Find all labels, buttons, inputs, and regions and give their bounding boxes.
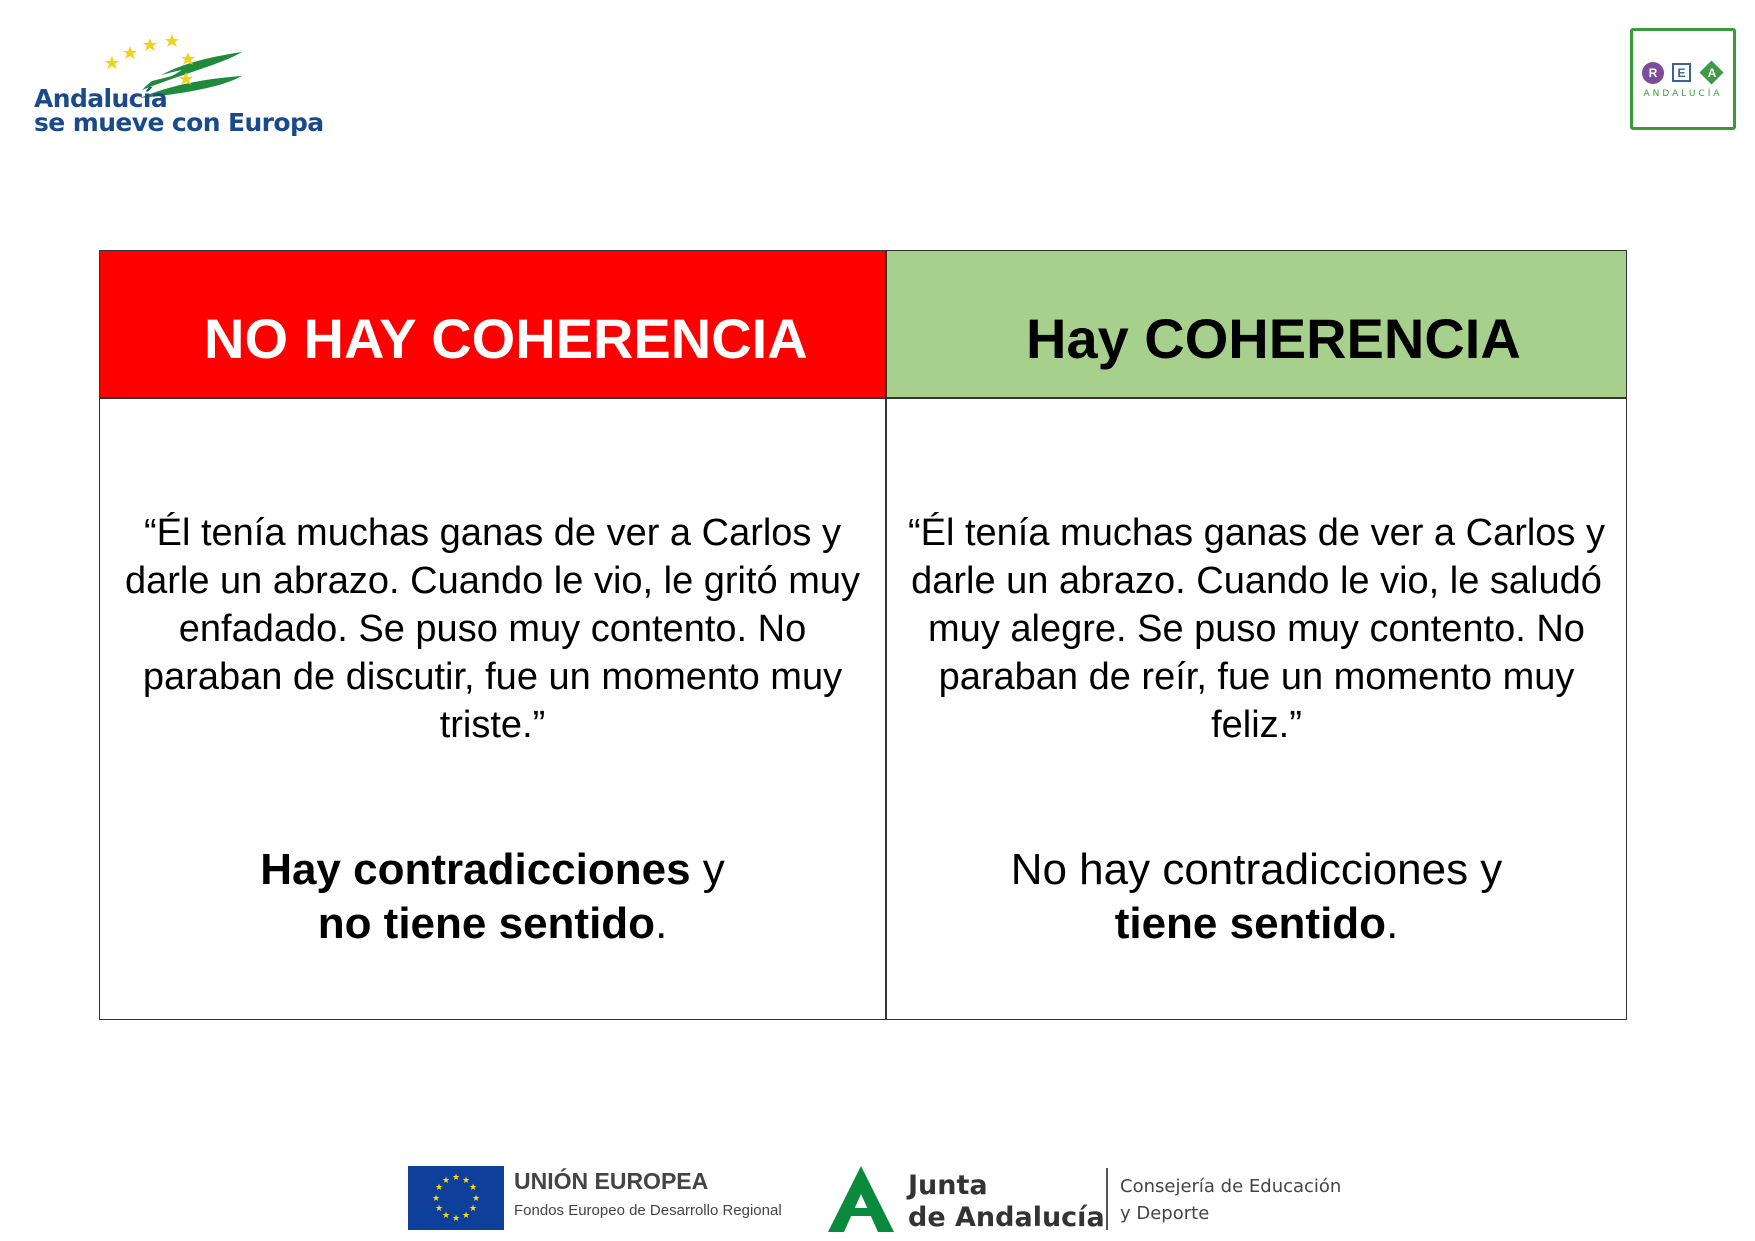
consejeria-line1: Consejería de Educación: [1120, 1176, 1342, 1197]
eu-title: UNIÓN EUROPEA: [514, 1168, 709, 1194]
andalucia-logo-line1: Andalucía: [34, 84, 168, 113]
andalucia-europa-logo: [32, 28, 324, 138]
conclusion-bold-contradictions: Hay contradicciones: [260, 845, 691, 894]
conclusion-period: .: [655, 899, 668, 948]
junta-andalucia-a-icon: [826, 1164, 896, 1234]
eu-flag-icon: [408, 1166, 504, 1230]
footer-separator: [1106, 1168, 1108, 1230]
conclusion-no-contradictions: No hay contradicciones y: [1010, 845, 1503, 894]
conclusion-no-coherence: [108, 843, 877, 951]
andalucia-logo-line2: se mueve con Europa: [34, 108, 324, 137]
conclusion-bold-has-sense: tiene sentido: [1114, 899, 1387, 948]
svg-text:★: ★: [468, 1182, 478, 1192]
conclusion-connector: y: [690, 845, 725, 894]
quote-coherence: “Él tenía muchas ganas de ver a Carlos y darle un abrazo. Cuando le vio, le saludó muy alegre. Se puso muy contento. No paraban de reír, fue un momento muy feliz.”: [907, 512, 1605, 746]
rea-letter-r: R: [1642, 62, 1664, 84]
svg-text:★: ★: [434, 1182, 444, 1192]
rea-letter-a: A: [1707, 66, 1717, 80]
svg-text:★: ★: [461, 1175, 471, 1185]
svg-text:★: ★: [441, 1210, 451, 1220]
svg-text:★: ★: [451, 1172, 461, 1182]
rea-letter-a-badge: [1700, 61, 1724, 85]
rea-letter-e: E: [1672, 63, 1691, 82]
heading-coherence: Hay COHERENCIA: [1026, 307, 1521, 370]
svg-text:★: ★: [434, 1203, 444, 1213]
body-cell-coherence: [887, 399, 1626, 1019]
svg-text:★: ★: [451, 1213, 461, 1223]
svg-text:★: ★: [471, 1193, 481, 1203]
conclusion-period: .: [1386, 899, 1399, 948]
body-cell-no-coherence: [100, 399, 885, 1019]
svg-text:★: ★: [441, 1175, 451, 1185]
junta-line2: de Andalucía: [908, 1202, 1105, 1233]
quote-no-coherence: “Él tenía muchas ganas de ver a Carlos y darle un abrazo. Cuando le vio, le gritó muy enfadado. Se puso muy contento. No paraban de discutir, fue un momento muy triste.”: [124, 512, 861, 746]
header-cell-no-coherence: [100, 251, 885, 397]
conclusion-bold-no-sense: no tiene sentido: [317, 899, 656, 948]
rea-andalucia-logo: [1630, 28, 1736, 130]
svg-text:★: ★: [461, 1210, 471, 1220]
heading-no-coherence: NO HAY COHERENCIA: [204, 307, 808, 370]
svg-text:★: ★: [431, 1193, 441, 1203]
header-cell-coherence: [886, 251, 1626, 397]
svg-text:★: ★: [468, 1203, 478, 1213]
coherence-comparison-table: [99, 250, 1627, 1020]
conclusion-coherence: [895, 843, 1618, 951]
footer-logos: [408, 1160, 1346, 1240]
rea-logo-subtitle: ANDALUCÍA: [1643, 89, 1723, 99]
consejeria-line2: y Deporte: [1120, 1203, 1210, 1224]
eu-subtitle: Fondos Europeo de Desarrollo Regional: [514, 1202, 782, 1219]
junta-line1: Junta: [908, 1170, 988, 1201]
